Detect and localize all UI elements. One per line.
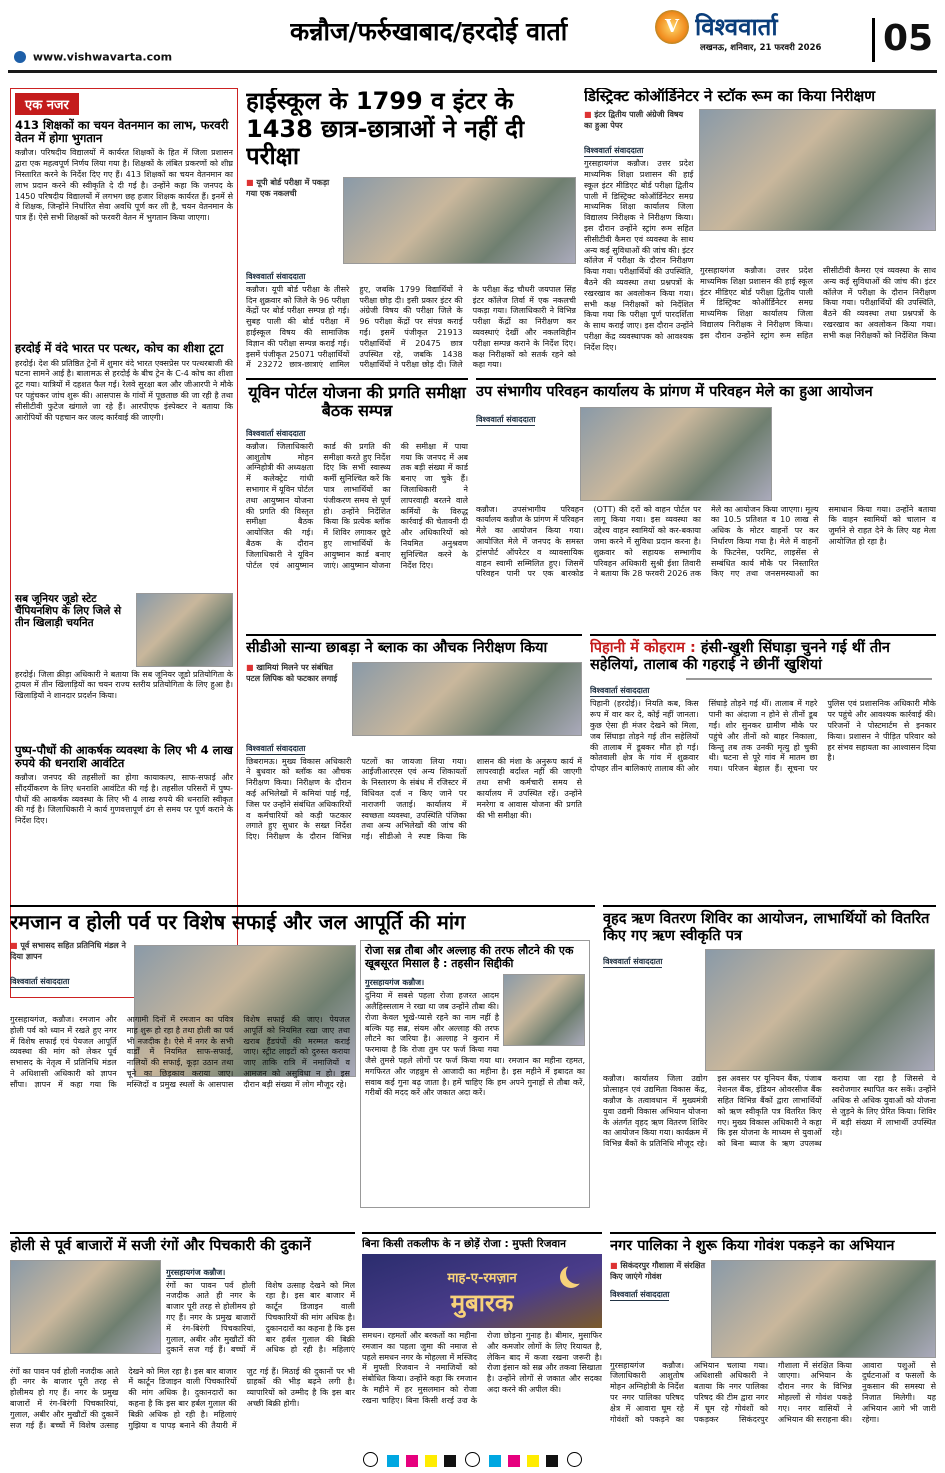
parivahan-headline: उप संभागीय परिवहन कार्यालय के प्रांगण में परिवहन मेले का हुआ आयोजन <box>476 384 873 400</box>
holi-body: रंगों का पावन पर्व होली नजदीक आते ही नगर के बाजार पूरी तरह से होलीमय हो गए हैं। नगर के प्रमुख बाजारों में रंग-बिरंगी पिचकारियां, गुलाल, अबीर और मुखौटों की दुकानें सज गई हैं। बच्चों में विशेष उत्साह देखने को मिल रहा है। इस बार बाजार में कार्टून डिजाइन वाली पिचकारियों की मांग अधिक है। दुकानदारों का कहना है कि इस बार हर्बल गुलाल की बिक्री अधिक हो रही है। महिलाएं गुझिया व पापड़ बनाने की तैयारी में जुट गई हैं। मिठाई की दुकानों पर भी ग्राहकों की भीड़ बढ़ने लगी है। व्यापारियों को उम्मीद है कि इस बार अच्छी बिक्री होगी। <box>10 1366 355 1430</box>
yellow-swatch <box>425 1455 437 1467</box>
story1-body: कन्नौज। परिषदीय विद्यालयों में कार्यरत शिक्षकों के हित में जिला प्रशासन द्वारा एक महत्वपूर्ण निर्णय लिया गया है। शिक्षकों के लंबित प्रकरणों को शीघ्र निस्तारित करने के निर्देश दिए गए हैं। 413 शिक्षकों का चयन वेतनमान का लाभ प्रदान करने की स्वीकृति दे दी गई है। उन्होंने कहा कि जनपद के 1450 परिषदीय विद्यालयों में लगभग छह हजार शिक्षक कार्यरत हैं। इनमें से वे शिक्षक, जिन्होंने निर्धारित सेवा अवधि पूर्ण कर ली है, चयन वेतनमान के पात्र हैं। ऐसे सभी शिक्षकों को फरवरी वेतन में भुगतान किया जाएगा। <box>15 148 233 223</box>
page-number: 05 <box>872 18 942 62</box>
story4-body: कन्नौज। जनपद की तहसीलों का होगा कायाकल्प, साफ-सफाई और सौंदर्यीकरण के लिए धनराशि आवंटित की गई है। तहसील परिसरों में पुष्प-पौधों की आकर्षक व्यवस्था के लिए भी 4 लाख रुपये की धनराशि स्वीकृत की गई है। जिलाधिकारी ने कार्य गुणवत्तापूर्ण ढंग से समय पर पूर्ण कराने के निर्देश दिए। <box>15 773 233 826</box>
story2-body: हरदोई। देश की प्रतिष्ठित ट्रेनों में शुमार वंदे भारत एक्सप्रेस पर पत्थरबाजी की घटना सामने आई है। बालामऊ से हरदोई के बीच ट्रेन के C-4 कोच का शीशा टूट गया। यात्रियों में दहशत फैल गई। रेलवे सुरक्षा बल और जीआरपी ने मौके पर पहुंचकर जांच शुरू की। आसपास के गांवों में पूछताछ की जा रही है तथा सीसीटीवी फुटेज खंगाले जा रहे हैं। आरपीएफ इंस्पेक्टर ने बताया कि आरोपियों की पहचान कर जल्द कार्रवाई की जाएगी। <box>15 358 233 422</box>
ek-nazar-label: एक नजर <box>15 93 79 115</box>
gauvansh-kicker: ■ सिकंदरपुर गौशाला में संरक्षित किए जाएंगे गोवंश <box>610 1260 706 1281</box>
masthead-rule <box>8 70 937 73</box>
bullet-icon: ■ <box>246 177 257 187</box>
lead-bureau: विश्ववार्ता संवाददाता <box>246 271 306 281</box>
pihani-headline: पिहानी में कोहराम : हंसी-खुशी सिंघाड़ा चुनने गई थीं तीन सहेलियां, तालाब की गहराई ने छीनीं खुशियां <box>590 640 890 673</box>
parivahan-photo <box>580 407 772 501</box>
ramzan-bureau: विश्ववार्ता संवाददाता <box>10 977 70 986</box>
brand-name: विश्ववार्ता <box>695 13 778 40</box>
cdo-kicker: ■ खामियां मिलने पर संबंधित पटल लिपिक को फटकार लगाई <box>246 662 338 683</box>
black-swatch <box>546 1455 558 1467</box>
edition-line: लखनऊ, शनिवार, 21 फरवरी 2026 <box>700 43 822 53</box>
bullet-icon: ■ <box>246 662 257 672</box>
print-footer <box>0 1448 945 1473</box>
roza-headline: रोजा सब्र तौबा और अल्लाह की तरफ लौटने की एक खूबसूरत मिसाल है : तहसीन सिद्दीकी <box>365 944 574 970</box>
lead-headline: हाईस्कूल के 1799 व इंटर के 1438 छात्र-छात्राओं ने नहीं दी परीक्षा <box>246 88 525 171</box>
magenta-swatch <box>508 1455 520 1467</box>
yuvin-headline: यूविन पोर्टल योजना की प्रगति समीक्षा बैठक सम्पन्न <box>248 383 466 421</box>
coordinator-bureau: विश्ववार्ता संवाददाता <box>584 146 644 156</box>
parivahan-story <box>476 378 936 628</box>
website-link[interactable]: www.vishwavarta.com <box>14 50 274 68</box>
gauvansh-headline: नगर पालिका ने शुरू किया गोवंश पकड़ने का अभियान <box>610 1238 895 1254</box>
coordinator-headline: डिस्ट्रिक्ट कोऑर्डिनेटर ने स्टॉक रूम का किया निरीक्षण <box>584 88 876 105</box>
lead-photo <box>343 177 576 264</box>
pihani-bureau: विश्ववार्ता संवाददाता <box>590 686 650 696</box>
rin-photo <box>705 949 935 1071</box>
story3-body: हरदोई। जिला क्रीड़ा अधिकारी ने बताया कि सब जूनियर जूडो प्रतियोगिता के ट्रायल में तीन खिलाड़ियों का चयन राज्य स्तरीय प्रतियोगिता के लिए हुआ है। खिलाड़ियों ने शानदार प्रदर्शन किया। <box>15 669 233 701</box>
rin-story <box>603 905 936 1225</box>
parivahan-body: कन्नौज। उपसंभागीय परिवहन कार्यालय कन्नौज के प्रांगण में परिवहन मेले का आयोजन किया गया। आयोजित मेले में जनपद के समस्त ट्रांसपोर्ट ऑपरेटर व व्यावसायिक वाहन स्वामी सम्मिलित हुए। जिसमें परिवहन पानी पर एक बारकोड (OTT) की दरों को वाहन पोर्टल पर लागू किया गया। इस व्यवस्था का उद्देश्य वाहन स्वामियों को कर-बकाया जमा करने में सुविधा प्रदान करना है। शुक्रवार को सहायक सम्भागीय परिवहन अधिकारी सुश्री ईशा तिवारी ने बताया कि 28 फरवरी 2026 तक मेले का आयोजन किया जाएगा। मूल्य का 10.5 प्रतिशत व 10 लाख से अधिक के मोटर वाहनों पर कर निर्धारण किया गया है। मेले में वाहनों के फिटनेस, परमिट, लाइसेंस से सम्बंधित कार्य मौके पर निस्तारित किए गए तथा जनसमस्याओं का समाधान किया गया। उन्होंने बताया कि वाहन स्वामियों को चालान व जुर्माने से राहत देने के लिए यह मेला आयोजित हो रहा है। <box>476 504 936 579</box>
mufti-headline: बिना किसी तकलीफ के न छोड़ें रोजा : मुफ्ती रिजवान <box>362 1238 566 1250</box>
story1-headline: 413 शिक्षकों का चयन वेतनमान का लाभ, फरवरी वेतन में होगा भुगतान <box>15 118 229 146</box>
coordinator-photo <box>699 109 936 231</box>
lead-kicker: ■ यूपी बोर्ड परीक्षा में पकड़ा गया एक नकलची <box>246 177 330 198</box>
rin-headline: वृहद ऋण वितरण शिविर का आयोजन, लाभार्थियों को वितरित किए गए ऋण स्वीकृति पत्र <box>603 911 930 944</box>
black-swatch <box>444 1455 456 1467</box>
banner-top-text: माह-ए-रमज़ान <box>447 1271 517 1287</box>
masthead <box>0 0 945 80</box>
holi-headline: होली से पूर्व बाजारों में सजी रंगों और पिचकारी की दुकानें <box>10 1238 311 1254</box>
tahseen-photo <box>503 974 585 1046</box>
cdo-story <box>246 634 582 889</box>
coordinator-kicker: ■ इंटर द्वितीय पाली अंग्रेजी विषय का हुआ पेपर <box>584 110 684 131</box>
ramzan-headline: रमजान व होली पर्व पर विशेष सफाई और जल आपूर्ति की मांग <box>10 910 466 934</box>
mufti-story <box>362 1232 602 1442</box>
ramzan-kicker: ■ पूर्व सभासद सहित प्रतिनिधि मंडल ने दिया ज्ञापन <box>10 941 126 961</box>
ramzan-body: गुरसहायगंज, कन्नौज। रमजान और होली पर्व को ध्यान में रखते हुए नगर में विशेष सफाई एवं पेयजल आपूर्ति व्यवस्था की मांग को लेकर पूर्व सभासद के नेतृत्व में प्रतिनिधि मंडल ने अधिशासी अधिकारी को ज्ञापन सौंपा। ज्ञापन में कहा गया कि आगामी दिनों में रमजान का पवित्र माह शुरू हो रहा है तथा होली का पर्व भी नजदीक है। ऐसे में नगर के सभी वार्डों में नियमित साफ-सफाई, नालियों की सफाई, कूड़ा उठान तथा चूने का छिड़काव कराया जाए। मस्जिदों व प्रमुख स्थलों के आसपास विशेष सफाई की जाए। पेयजल आपूर्ति को नियमित रखा जाए तथा खराब हैंडपंपों की मरम्मत कराई जाए। स्ट्रीट लाइटों को दुरुस्त कराया जाए ताकि रात्रि में नमाजियों व आमजन को असुविधा न हो। इस दौरान बड़ी संख्या में लोग मौजूद रहे। <box>10 1015 350 1089</box>
bullet-icon: ■ <box>10 941 21 950</box>
story4-headline: पुष्प-पौधों की आकर्षक व्यवस्था के लिए भी 4 लाख रुपये की धनराशि आवंटित <box>15 742 233 770</box>
mufti-body: समधन। रहमतों और बरकतों का महीना रमजान का पहला जुमा की नमाज से पहले समधन नगर के मोहल्ला में मस्जिद में मुफ्ती रिजवान ने नमाजियों को संबोधित किया। उन्होंने कहा कि रमजान के महीने में हर मुसलमान को रोजा रखना चाहिए। बिना किसी शरई उज्र के रोजा छोड़ना गुनाह है। बीमार, मुसाफिर और कमजोर लोगों के लिए रियायत है, लेकिन बाद में कजा रखना जरूरी है। रोजा इंसान को सब्र और तकवा सिखाता है। उन्होंने लोगों से जकात और सदका अदा करने की अपील की। <box>362 1331 602 1405</box>
pihani-body: पिहानी (हरदोई)। नियति कब, किस रूप में वार कर दे, कोई नहीं जानता। कुछ ऐसा ही मंजर देखने को मिला, जब सिंघाड़ा तोड़ने गई तीन सहेलियों की तालाब में डूबकर मौत हो गई। कोतवाली क्षेत्र के गांव में शुक्रवार दोपहर तीन बालिकाएं तालाब की ओर सिंघाड़े तोड़ने गई थीं। तालाब में गहरे पानी का अंदाजा न होने से तीनों डूब गईं। शोर सुनकर ग्रामीण मौके पर पहुंचे और तीनों को बाहर निकाला, किन्तु तब तक उनकी मृत्यु हो चुकी थी। घटना से पूरे गांव में मातम छा गया। परिजन बेहाल हैं। सूचना पर पुलिस एवं प्रशासनिक अधिकारी मौके पर पहुंचे और आवश्यक कार्रवाई की। परिजनों ने पोस्टमार्टम से इनकार किया। प्रशासन ने पीड़ित परिवार को हर संभव सहायता का आश्वासन दिया है। <box>590 699 936 774</box>
cdo-headline: सीडीओ सान्या छाबड़ा ने ब्लाक का औचक निरीक्षण किया <box>246 640 548 656</box>
ramzan-banner <box>362 1254 602 1328</box>
registration-mark-icon <box>567 1452 582 1467</box>
bullet-icon: ■ <box>610 1260 621 1270</box>
crescent-icon <box>566 1262 588 1284</box>
pihani-photo <box>686 678 932 680</box>
gauvansh-body: गुरसहायगंज कन्नौज। जिलाधिकारी आशुतोष मोहन अग्निहोत्री के निर्देश पर नगर पालिका परिषद क्षेत्र में आवारा घूम रहे गोवंशों को पकड़ने का अभियान चलाया गया। अधिशासी अधिकारी ने बताया कि नगर पालिका परिषद की टीम द्वारा नगर में घूम रहे गोवंशों को पकड़कर सिकंदरपुर गौशाला में संरक्षित किया जाएगा। अभियान के दौरान नगर के विभिन्न मोहल्लों से गोवंश पकड़े गए। नगर वासियों ने अभियान की सराहना की। आवारा पशुओं से दुर्घटनाओं व फसलों के नुकसान की समस्या से निजात मिलेगी। यह अभियान आगे भी जारी रहेगा। <box>610 1360 936 1424</box>
cdo-body: छिबरामऊ। मुख्य विकास अधिकारी ने बुधवार को ब्लॉक का औचक निरीक्षण किया। निरीक्षण के दौरान कई अभिलेखों में कमियां पाई गईं, जिस पर उन्होंने संबंधित अधिकारियों व कर्मचारियों को कड़ी फटकार लगाते हुए सुधार के सख्त निर्देश दिए। निरीक्षण के दौरान विभिन्न पटलों का जायजा लिया गया। आईजीआरएस एवं अन्य शिकायतों के निस्तारण के संबंध में रजिस्टर में विधिवत दर्ज न किए जाने पर नाराजगी जताई। कार्यालय में स्वच्छता व्यवस्था, उपस्थिति पंजिका तथा अन्य अभिलेखों की जांच की गई। सीडीओ ने स्पष्ट किया कि शासन की मंशा के अनुरूप कार्य में लापरवाही बर्दाश्त नहीं की जाएगी तथा सभी कर्मचारी समय से कार्यालय में उपस्थित रहें। उन्होंने मनरेगा व आवास योजना की प्रगति की भी समीक्षा की। <box>246 756 582 842</box>
gauvansh-story <box>610 1232 936 1442</box>
holi-photo <box>10 1260 161 1354</box>
yellow-swatch <box>527 1455 539 1467</box>
pihani-tag: पिहानी में कोहराम : <box>590 640 696 656</box>
roza-bureau: गुरसहायगंज कन्नौज। <box>365 978 425 988</box>
yuvin-body: कन्नौज। जिलाधिकारी आशुतोष मोहन अग्निहोत्री की अध्यक्षता में कलेक्ट्रेट गांधी सभागार में यूविन पोर्टल तथा आयुष्मान योजना की प्रगति की विस्तृत समीक्षा बैठक आयोजित की गई। बैठक के दौरान जिलाधिकारी ने यूविन पोर्टल एवं आयुष्मान कार्ड की प्रगति की समीक्षा करते हुए निर्देश दिए कि सभी स्वास्थ्य कर्मी सुनिश्चित करें कि पात्र लाभार्थियों का पंजीकरण समय से पूर्ण हो। उन्होंने निर्देशित किया कि प्रत्येक ब्लॉक में शिविर लगाकर छूटे हुए लाभार्थियों के आयुष्मान कार्ड बनाए जाएं। आयुष्मान योजना की समीक्षा में पाया गया कि जनपद में अब तक बड़ी संख्या में कार्ड बनाए जा चुके हैं। जिलाधिकारी ने लापरवाही बरतने वाले कर्मियों के विरुद्ध कार्रवाई की चेतावनी दी और अधिकारियों को नियमित अनुश्रवण सुनिश्चित करने के निर्देश दिए। <box>246 441 468 570</box>
section-title: कन्नौज/फर्रुखाबाद/हरदोई वार्ता <box>290 17 568 46</box>
parivahan-bureau: विश्ववार्ता संवाददाता <box>476 414 536 424</box>
holi-story <box>10 1232 355 1442</box>
pihani-story <box>590 634 936 889</box>
globe-icon <box>14 51 26 63</box>
bullet-icon: ■ <box>584 110 595 120</box>
lead-body: कन्नौज। यूपी बोर्ड परीक्षा के तीसरे दिन शुक्रवार को जिले के 96 परीक्षा केंद्रों पर बोर्ड परीक्षा सम्पन्न हो गई। सुबह पाली की बोर्ड परीक्षा में हाईस्कूल विषय की सामाजिक विज्ञान की परीक्षा सम्पन्न कराई गई। इसमें पंजीकृत 25071 परीक्षार्थियों में 23272 छात्र-छात्राएं शामिल हुए, जबकि 1799 विद्यार्थियों ने परीक्षा छोड़ दी। इसी प्रकार इंटर की अंग्रेजी विषय की परीक्षा जिले के 96 परीक्षा केंद्रों पर संपन्न कराई गई। इसमें पंजीकृत 21913 परीक्षार्थियों में 20475 छात्र उपस्थित रहे, जबकि 1438 परीक्षार्थियों ने परीक्षा छोड़ दी। जिले के परीक्षा केंद्र चौधरी जयपाल सिंह इंटर कॉलेज तिर्वा में एक नकलची पकड़ा गया। जिलाधिकारी ने विभिन्न परीक्षा केंद्रों का निरीक्षण कर व्यवस्थाएं देखीं और नकलविहीन परीक्षा सम्पन्न कराने के निर्देश दिए। कक्ष निरीक्षकों को सतर्क रहने को कहा गया। <box>246 284 576 370</box>
story3-headline: सब जूनियर जूडो स्टेट चैंपियनशिप के लिए जिले से तीन खिलाड़ी चयनित <box>15 592 122 629</box>
rin-body: कन्नौज। कार्यालय जिला उद्योग प्रोत्साहन एवं उद्यमिता विकास केंद्र, कन्नौज के तत्वावधान में मुख्यमंत्री युवा उद्यमी विकास अभियान योजना के अंतर्गत वृहद ऋण वितरण शिविर का आयोजन किया गया। कार्यक्रम में विभिन्न बैंकों के प्रतिनिधि मौजूद रहे। इस अवसर पर यूनियन बैंक, पंजाब नेशनल बैंक, इंडियन ओवरसीज बैंक सहित विभिन्न बैंकों द्वारा लाभार्थियों को ऋण स्वीकृति पत्र वितरित किए गए। मुख्य विकास अधिकारी ने कहा कि इस योजना के माध्यम से युवाओं को बिना ब्याज के ऋण उपलब्ध कराया जा रहा है जिससे वे स्वरोजगार स्थापित कर सकें। उन्होंने अधिक से अधिक युवाओं को योजना से जुड़ने के लिए प्रेरित किया। शिविर में बड़ी संख्या में लाभार्थी उपस्थित रहे। <box>603 1074 936 1149</box>
yuvin-bureau: विश्ववार्ता संवाददाता <box>246 428 306 438</box>
holi-bureau: गुरसहायगंज कन्नौज। <box>166 1267 226 1277</box>
cdo-photo <box>352 662 582 736</box>
gauvansh-bureau: विश्ववार्ता संवाददाता <box>610 1289 670 1299</box>
cyan-swatch <box>387 1455 399 1467</box>
holi-body-top: रंगों का पावन पर्व होली नजदीक आते ही नगर के बाजार पूरी तरह से होलीमय हो गए हैं। नगर के प्रमुख बाजारों में रंग-बिरंगी पिचकारियां, गुलाल, अबीर और मुखौटों की दुकानें सज गई हैं। बच्चों में विशेष उत्साह देखने को मिल रहा है। इस बार बाजार में कार्टून डिजाइन वाली पिचकारियों की मांग अधिक है। दुकानदारों का कहना है कि इस बार हर्बल गुलाल की बिक्री अधिक हो रही है। महिलाएं <box>166 1280 355 1355</box>
banner-main-text: मुबारक <box>450 1289 514 1318</box>
rin-bureau: विश्ववार्ता संवाददाता <box>603 957 663 967</box>
gauvansh-photo <box>711 1260 936 1358</box>
story2-headline: हरदोई में वंदे भारत पर पत्थर, कोच का शीशा टूटा <box>15 341 224 356</box>
cyan-swatch <box>489 1455 501 1467</box>
judo-photo <box>136 593 233 667</box>
cdo-bureau: विश्ववार्ता संवाददाता <box>246 743 306 753</box>
coordinator-body: गुरसहायगंज कन्नौज। उत्तर प्रदेश माध्यमिक शिक्षा प्रशासन की हाई स्कूल इंटर मीडिएट बोर्ड परीक्षा द्वितीय पाली में डिस्ट्रिक्ट कोऑर्डिनेटर समग्र माध्यमिक शिक्षा कार्यालय जिला विद्यालय निरीक्षक ने निरीक्षण किया। इस दौरान उन्होंने स्ट्रांग रूम सहित सीसीटीवी कैमरा एवं व्यवस्था के साथ अन्य कई सुविधाओं की जांच की। इंटर कॉलेज में परीक्षा के दौरान निरीक्षण किया गया। परीक्षार्थियों की उपस्थिति, बैठने की व्यवस्था तथा प्रश्नपत्रों के रखरखाव का अवलोकन किया गया। सभी कक्ष निरीक्षकों को निर्देशित किया <box>700 266 936 340</box>
lead-story <box>246 88 576 373</box>
yuvin-story <box>246 378 468 628</box>
roza-body: दुनिया में सबसे पहला रोजा हजरत आदम अलैहिस्सलाम ने रखा था जब उन्होंने तौबा की। रोजा केवल भूखे-प्यासे रहने का नाम नहीं है बल्कि यह सब्र, संयम और अल्लाह की तरफ लौटने का जरिया है। अल्लाह ने कुरान में फरमाया है कि रोजा तुम पर फर्ज किया गया जैसे तुमसे पहले लोगों पर फर्ज किया गया था। रमजान का महीना रहमत, मगफिरत और जहन्नुम से आजादी का महीना है। इस महीने में इबादत का सवाब कई गुना बढ़ जाता है। हमें चाहिए कि हम अपने गुनाहों से तौबा करें, गरीबों की मदद करें और जकात अदा करें। <box>365 991 585 1098</box>
vishwavarta-logo: V <box>655 10 689 44</box>
coordinator-body-left: गुरसहायगंज कन्नौज। उत्तर प्रदेश माध्यमिक शिक्षा प्रशासन की हाई स्कूल इंटर मीडिएट बोर्ड परीक्षा द्वितीय पाली में डिस्ट्रिक्ट कोऑर्डिनेटर समग्र माध्यमिक शिक्षा कार्यालय जिला विद्यालय निरीक्षक ने निरीक्षण किया। इस दौरान उन्होंने स्ट्रांग रूम सहित सीसीटीवी कैमरा एवं व्यवस्था के साथ अन्य कई सुविधाओं की जांच की। इंटर कॉलेज में परीक्षा के दौरान निरीक्षण किया गया। परीक्षार्थियों की उपस्थिति, बैठने की व्यवस्था तथा प्रश्नपत्रों के रखरखाव का अवलोकन किया गया। सभी कक्ष निरीक्षकों को निर्देशित किया गया कि परीक्षा पूर्ण पारदर्शिता के साथ कराई जाए। इस दौरान उन्होंने परीक्षा केंद्र व्यवस्थापक को आवश्यक निर्देश दिए। <box>584 159 694 352</box>
registration-mark-icon <box>465 1452 480 1467</box>
roza-story <box>360 940 590 1208</box>
coordinator-story <box>584 88 936 373</box>
magenta-swatch <box>406 1455 418 1467</box>
ek-nazar-column <box>10 88 238 998</box>
registration-mark-icon <box>363 1452 378 1467</box>
